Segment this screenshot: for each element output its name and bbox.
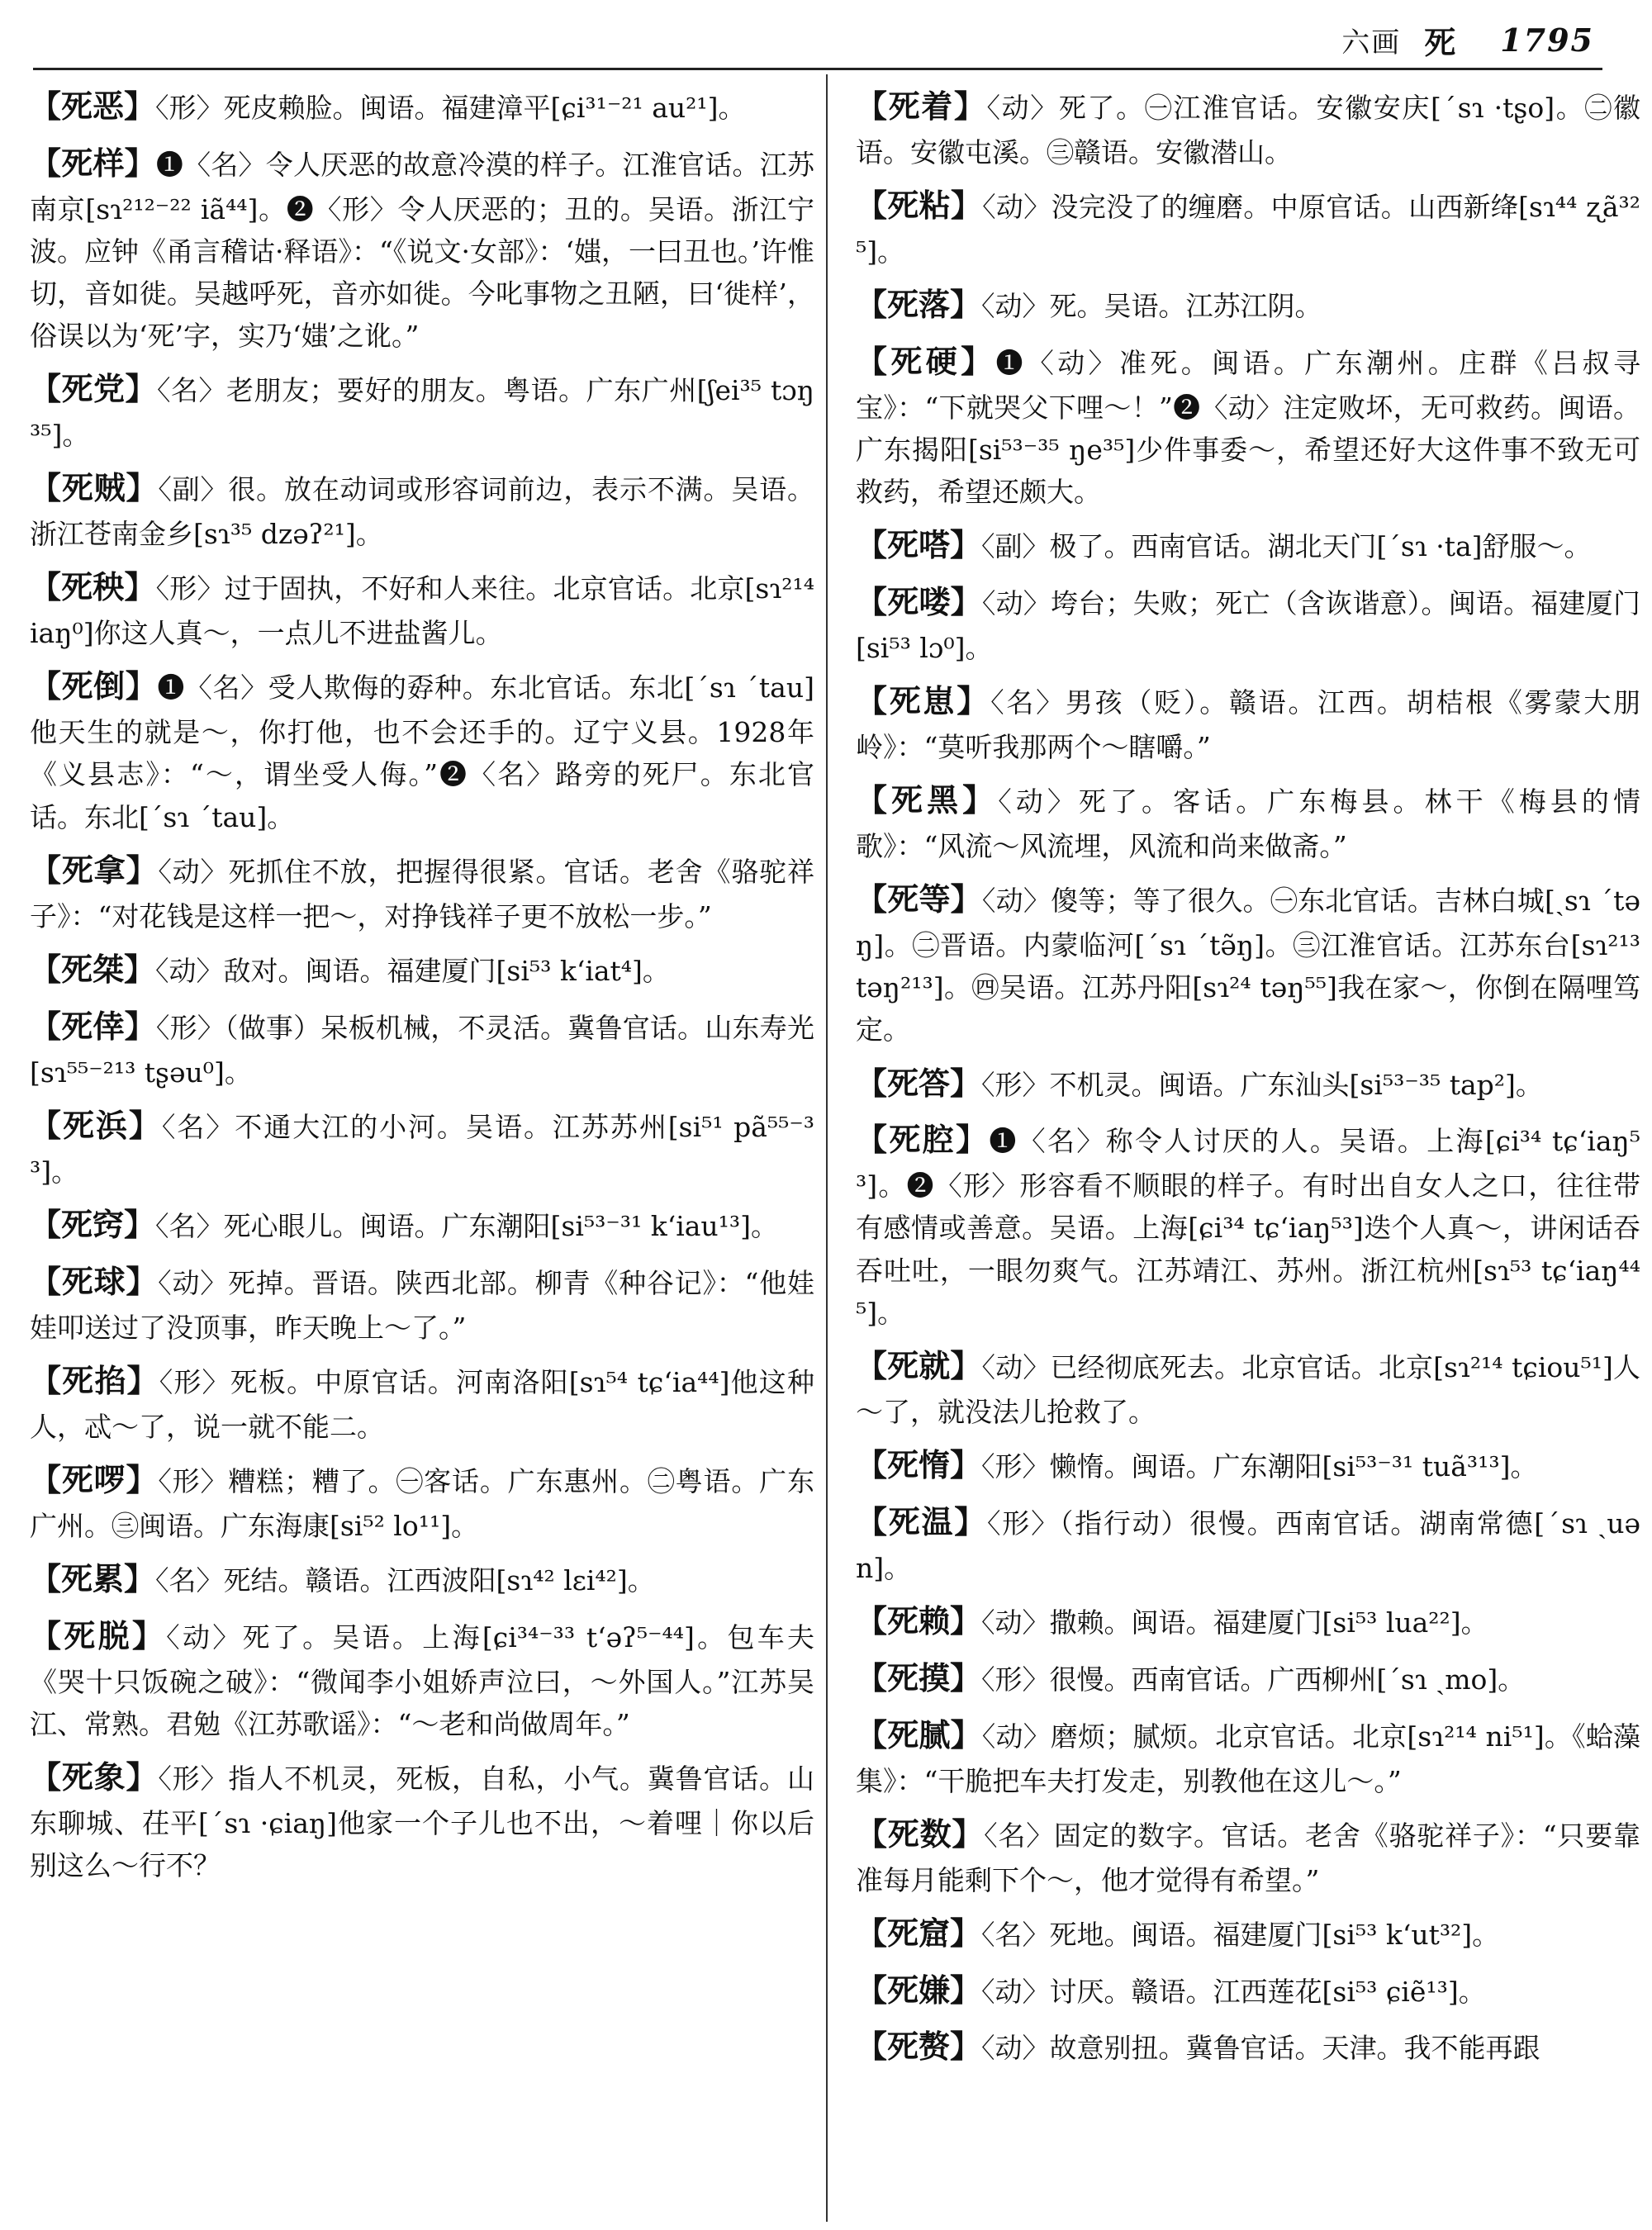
entry [30,365,814,456]
entry [30,1612,814,1745]
entry-headword: 【死嗒】 [856,526,982,564]
entry [856,875,1640,1051]
entry [856,1342,1640,1433]
entry-definition: 〈动〉死了。客话。广东梅县。林干《梅县的情歌》：“风流～风流埋，风流和尚来做斋。” [856,785,1640,863]
entry-definition: 〈动〉撒赖。闽语。福建厦门[si⁵³ lua²²]。 [981,1606,1488,1639]
entry-headword: 【死腻】 [856,1715,982,1753]
entry-headword: 【死浜】 [30,1106,162,1144]
entry [30,1003,814,1094]
entry-headword: 【死黑】 [856,781,999,819]
header-rule [33,68,1602,70]
entry-headword: 【死象】 [30,1758,159,1796]
entry-headword: 【死赘】 [856,2028,982,2066]
entry-headword: 【死惰】 [856,1445,982,1483]
entry [856,338,1640,513]
entry [856,578,1640,669]
entry [856,1116,1640,1333]
entry [856,1060,1640,1108]
page-header [0,18,1594,61]
entry-headword: 【死球】 [30,1262,159,1300]
entry-definition: 〈名〉死心眼儿。闽语。广东潮阳[si⁵³⁻³¹ kʻiau¹³]。 [155,1209,779,1242]
entry-definition: 〈动〉死。吴语。江苏江阴。 [981,290,1322,323]
entry-headword: 【死脱】 [30,1616,167,1654]
entry-headword: 【死倖】 [30,1007,156,1045]
entry [856,1597,1640,1646]
entry-headword: 【死答】 [856,1064,982,1102]
entry [30,83,814,131]
entry-definition: 〈形〉（指行动）很慢。西南官话。湖南常德[ˊsɿ ˏuən]。 [856,1506,1640,1584]
entry-definition: 〈动〉垮台；失败；死亡（含诙谐意）。闽语。福建厦门[si⁵³ lɔ⁰]。 [856,587,1640,665]
column-divider [826,74,828,2222]
entry [30,1258,814,1349]
entry-definition: 〈形〉过于固执，不好和人来往。北京官话。北京[sɿ²¹⁴ iaŋ⁰]你这人真～，一点儿不进盐酱儿。 [30,572,814,650]
entry-definition: 〈副〉极了。西南官话。湖北天门[ˊsɿ ·ta]舒服～。 [981,530,1592,563]
entry-headword: 【死倒】 [30,667,158,705]
entry-headword: 【死累】 [30,1559,156,1597]
entry [30,662,814,837]
entry-headword: 【死秧】 [30,568,156,606]
entry [856,776,1640,867]
entry-headword: 【死拿】 [30,851,159,889]
entry-headword: 【死掐】 [30,1361,159,1399]
entry [30,946,814,994]
entry-definition: 〈动〉已经彻底死去。北京官话。北京[sɿ²¹⁴ tɕiou⁵¹]人～了，就没法儿抢救了。 [856,1350,1640,1428]
entry-definition: 〈动〉死了。吴语。上海[ɕi³⁴⁻³³ tʻəʔ⁵⁻⁴⁴]。包车夫《哭十只饭碗之破》：“微闻李小姐娇声泣曰，～外国人。”江苏吴江、常熟。君勉《江苏歌谣》：“～老和尚做周年。” [30,1620,814,1740]
entry-definition: ❶〈动〉准死。闽语。广东潮州。庄群《吕叔寻宝》：“下就哭父下哩～！”❷〈动〉注定败坏，无可救药。闽语。广东揭阳[si⁵³⁻³⁵ ŋe³⁵]少件事委～，希望还好大这件事不致无可救药，希望还颇大。 [856,346,1640,509]
entry-definition: 〈形〉指人不机灵，死板，自私，小气。冀鲁官话。山东聊城、茌平[ˊsɿ ·ɕiaŋ]他家一个子儿也不出，～着哩｜你以后别这么～行不？ [30,1762,814,1881]
right-column [856,83,1640,2222]
entry [856,281,1640,330]
entry-definition: 〈名〉老朋友；要好的朋友。粤语。广东广州[ʃei³⁵ tɔŋ³⁵]。 [30,374,814,452]
entry [30,1102,814,1193]
entry-headword: 【死窍】 [30,1205,156,1243]
entry [856,1654,1640,1703]
entry [856,1711,1640,1802]
entry-definition: 〈动〉敌对。闽语。福建厦门[si⁵³ kʻiat⁴]。 [155,954,670,987]
entry-definition: 〈形〉很慢。西南官话。广西柳州[ˊsɿ ˏmo]。 [981,1663,1526,1696]
entry-headword: 【死着】 [856,88,987,125]
entry-headword: 【死温】 [856,1502,988,1540]
entry-headword: 【死恶】 [30,88,156,125]
entry-definition: ❶〈名〉令人厌恶的故意冷漠的样子。江淮官话。江苏南京[sɿ²¹²⁻²² iã⁴⁴]。❷〈形〉令人厌恶的；丑的。吴语。浙江宁波。应钟《甬言稽诂·释语》：“《说文·女部》：‘媸，一曰丑也。’许惟切，音如徙。吴越呼死，音亦如徙。今叱事物之丑陋，曰‘徙样’，俗误以为‘死’字，实乃‘媸’之讹。” [30,148,814,353]
entry-headword: 【死硬】 [856,342,996,380]
entry-headword: 【死窟】 [856,1914,982,1952]
entry-definition: 〈名〉固定的数字。官话。老舍《骆驼祥子》：“只要靠准每月能剩下个～，他才觉得有希望。” [856,1819,1640,1896]
entry-definition: 〈名〉不通大江的小河。吴语。江苏苏州[si⁵¹ pã⁵⁵⁻³³]。 [30,1110,814,1188]
entry-definition: 〈动〉磨烦；腻烦。北京官话。北京[sɿ²¹⁴ ni⁵¹]。《蛤藻集》：“干脆把车夫打发走，别教他在这儿～。” [856,1720,1640,1797]
entry [856,1967,1640,2015]
entry [30,140,814,357]
entry-headword: 【死等】 [856,880,982,918]
entry-headword: 【死嫌】 [856,1971,982,2009]
header-headchar: 死 [1424,23,1456,61]
entry-headword: 【死赖】 [856,1601,982,1639]
entry [856,1910,1640,1958]
entry-headword: 【死腔】 [856,1121,990,1159]
entry-definition: 〈形〉不机灵。闽语。广东汕头[si⁵³⁻³⁵ tap²]。 [981,1068,1543,1101]
entry-definition: 〈形〉死板。中原官话。河南洛阳[sɿ⁵⁴ tɕʻia⁴⁴]他这种人，忒～了，说一就不能二。 [30,1365,814,1443]
entry-definition: 〈形〉糟糕；糟了。㊀客话。广东惠州。㊁粤语。广东广州。㊂闽语。广东海康[si⁵² lo¹¹]。 [30,1464,814,1542]
entry-headword: 【死样】 [30,144,156,182]
page-number: 1795 [1500,21,1594,59]
entry-definition: 〈动〉讨厌。赣语。江西莲花[si⁵³ ɕiẽ¹³]。 [981,1975,1486,2008]
entry-definition: 〈名〉死地。闽语。福建厦门[si⁵³ kʻut³²]。 [981,1918,1500,1951]
entry-definition: 〈动〉死掉。晋语。陕西北部。柳青《种谷记》：“他娃娃叩送过了没顶事，昨天晚上～了。” [30,1266,814,1344]
entry-definition: 〈动〉死了。㊀江淮官话。安徽安庆[ˊsɿ ·tʂo]。㊁徽语。安徽屯溪。㊂赣语。安徽潜山。 [856,92,1640,168]
entry [856,1810,1640,1901]
entry-definition: ❶〈名〉称令人讨厌的人。吴语。上海[ɕi³⁴ tɕʻiaŋ⁵³]。❷〈形〉形容看不顺眼的样子。有时出自女人之口，往往带有感情或善意。吴语。上海[ɕi³⁴ tɕʻiaŋ⁵³]迭个人真～，讲闲话吞吞吐吐，一眼勿爽气。江苏靖江、苏州。浙江杭州[sɿ⁵³ tɕʻiaŋ⁴⁴⁵]。 [856,1125,1640,1329]
entry [30,1555,814,1604]
left-column [30,83,814,2222]
entry-headword: 【死贼】 [30,469,159,507]
entry-definition: 〈名〉死结。赣语。江西波阳[sɿ⁴² lɛi⁴²]。 [155,1563,655,1597]
entry-definition: ❶〈名〉受人欺侮的孬种。东北官话。东北[ˊsɿ ˊtau]他天生的就是～，你打他，也不会还手的。辽宁义县。1928年《义县志》：“～，谓坐受人侮。”❷〈名〉路旁的死尸。东北官话。东北[ˊsɿ ˊtau]。 [30,671,814,833]
entry-headword: 【死粘】 [856,187,983,225]
entry-definition: 〈动〉没完没了的缠磨。中原官话。山西新绛[sɿ⁴⁴ ʐã³²⁵]。 [856,191,1640,268]
entry-headword: 【死数】 [856,1815,985,1853]
entry-definition: 〈动〉傻等；等了很久。㊀东北官话。吉林白城[ˏsɿ ˊtəŋ]。㊁晋语。内蒙临河[ˊsɿ ˊtə̃ŋ]。㊂江淮官话。江苏东台[sɿ²¹³ təŋ²¹³]。㊃吴语。江苏丹阳[sɿ²⁴ təŋ⁵⁵]我在家～，你倒在隔哩笃定。 [856,885,1640,1046]
entry [856,2023,1640,2071]
entry-headword: 【死落】 [856,286,982,324]
entry [30,1753,814,1886]
entry [30,1201,814,1250]
entry [856,677,1640,768]
entry [856,182,1640,273]
entry-headword: 【死喽】 [856,583,982,621]
entry-headword: 【死党】 [30,370,158,408]
entry-definition: 〈名〉男孩（贬）。赣语。江西。胡桔根《雾蒙大朋岭》：“莫听我那两个～瞎嚼。” [856,686,1640,764]
entry [30,563,814,654]
entry [856,521,1640,570]
entry-definition: 〈副〉很。放在动词或形容词前边，表示不满。吴语。浙江苍南金乡[sɿ³⁵ dzəʔ²¹]。 [30,473,814,551]
entry-definition: 〈动〉故意别扭。冀鲁官话。天津。我不能再跟 [981,2032,1540,2065]
entry [30,1456,814,1547]
entry-definition: 〈形〉死皮赖脸。闽语。福建漳平[ɕi³¹⁻²¹ au²¹]。 [155,92,746,124]
entry [30,464,814,555]
entry-headword: 【死摸】 [856,1658,982,1696]
entry-definition: 〈形〉（做事）呆板机械，不灵活。冀鲁官话。山东寿光[sɿ⁵⁵⁻²¹³ tʂəu⁰]。 [30,1011,814,1089]
entry-headword: 【死桀】 [30,950,156,988]
entry [856,1498,1640,1589]
entry-headword: 【死啰】 [30,1460,159,1498]
radical-stroke-section: 六画 [1341,26,1402,59]
entry-headword: 【死崽】 [856,682,991,720]
entry [30,847,814,937]
entry [30,1357,814,1448]
entry-headword: 【死就】 [856,1346,982,1384]
entry-definition: 〈动〉死抓住不放，把握得很紧。官话。老舍《骆驼祥子》：“对花钱是这样一把～，对挣钱祥子更不放松一步。” [30,855,814,932]
entry-definition: 〈形〉懒惰。闽语。广东潮阳[si⁵³⁻³¹ tuã³¹³]。 [981,1450,1538,1483]
entry [856,83,1640,173]
entry [856,1441,1640,1490]
